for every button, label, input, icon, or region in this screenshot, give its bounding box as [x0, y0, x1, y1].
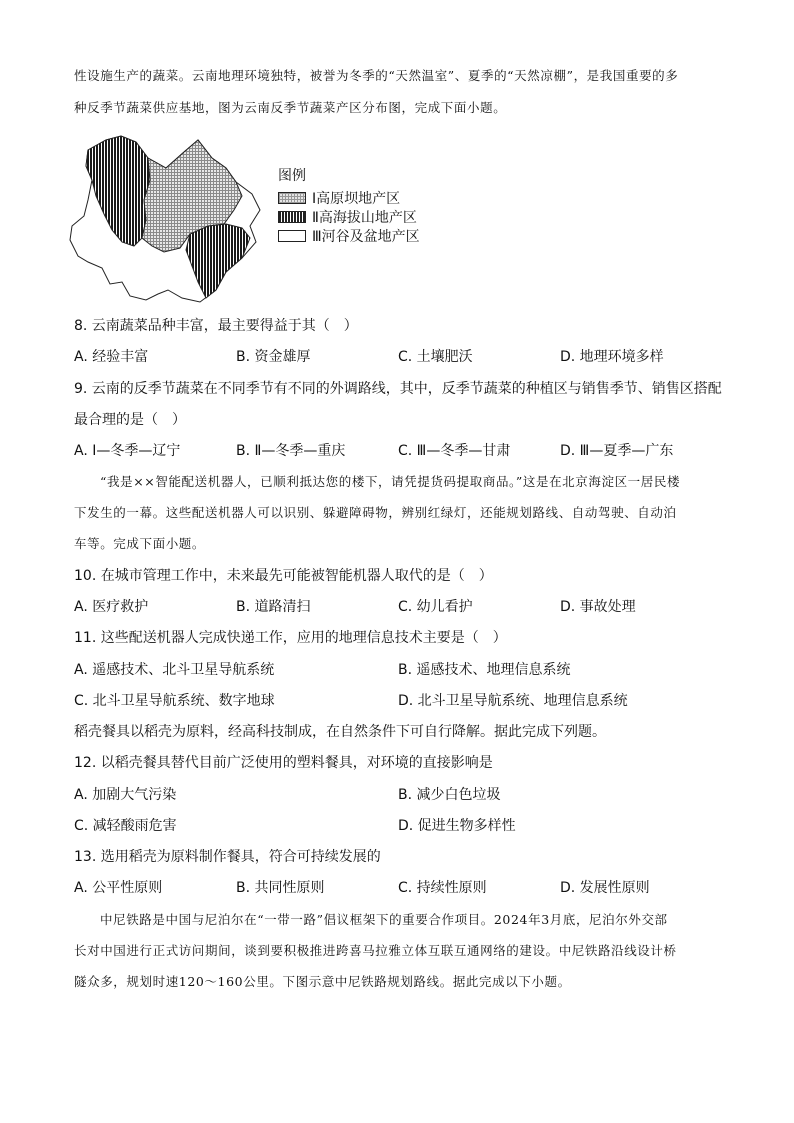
- q13-option-c: C. 持续性原则: [398, 880, 487, 896]
- legend-swatch-blank: [278, 230, 306, 242]
- map-legend: [278, 166, 420, 245]
- q8-option-c: C. 土壤肥沃: [398, 349, 473, 365]
- q9-option-a: A. Ⅰ—冬季—辽宁: [74, 443, 181, 459]
- question-12-stem: 12. 以稻壳餐具替代目前广泛使用的塑料餐具，对环境的直接影响是: [74, 755, 493, 771]
- q8-option-d: D. 地理环境多样: [560, 349, 664, 365]
- passage-2-line-1: “我是××智能配送机器人，已顺利抵达您的楼下，请凭提货码提取商品。”这是在北京海淀区一居民楼: [100, 474, 681, 489]
- question-8-stem: 8. 云南蔬菜品种丰富，最主要得益于其（ ）: [74, 318, 358, 334]
- q12-option-d: D. 促进生物多样性: [398, 818, 516, 834]
- q11-option-b: B. 遥感技术、地理信息系统: [398, 662, 571, 678]
- legend-title: 图例: [278, 168, 306, 184]
- intro-line-1: 性设施生产的蔬菜。云南地理环境独特，被誉为冬季的“天然温室”、夏季的“天然凉棚”，是我国重要的多: [74, 68, 679, 83]
- legend-swatch-striped: [278, 211, 306, 223]
- q10-option-b: B. 道路清扫: [236, 599, 311, 615]
- legend-label: Ⅰ高原坝地产区: [312, 190, 401, 207]
- q8-option-b: B. 资金雄厚: [236, 349, 311, 365]
- passage-4-line-3: 隧众多，规划时速120～160公里。下图示意中尼铁路规划路线。据此完成以下小题。: [74, 974, 571, 989]
- q13-option-a: A. 公平性原则: [74, 880, 163, 896]
- legend-swatch-grid: [278, 192, 306, 204]
- passage-2-line-2: 下发生的一幕。这些配送机器人可以识别、躲避障碍物，辨别红绿灯，还能规划路线、自动驾驶、自动泊: [74, 505, 677, 520]
- q11-option-a: A. 遥感技术、北斗卫星导航系统: [74, 662, 275, 678]
- q10-option-d: D. 事故处理: [560, 599, 636, 615]
- question-9-stem-line-1: 9. 云南的反季节蔬菜在不同季节有不同的外调路线，其中，反季节蔬菜的种植区与销售季节、销售区搭配: [74, 381, 722, 397]
- q9-option-c: C. Ⅲ—冬季—甘肃: [398, 443, 511, 459]
- q13-option-d: D. 发展性原则: [560, 880, 650, 896]
- question-10-stem: 10. 在城市管理工作中，未来最先可能被智能机器人取代的是（ ）: [74, 568, 493, 584]
- question-11-stem: 11. 这些配送机器人完成快递工作，应用的地理信息技术主要是（ ）: [74, 630, 507, 646]
- yunnan-vegetable-region-map: [66, 130, 266, 308]
- q13-option-b: B. 共同性原则: [236, 880, 325, 896]
- q8-option-a: A. 经验丰富: [74, 349, 149, 365]
- q12-option-a: A. 加剧大气污染: [74, 787, 177, 803]
- q11-option-c: C. 北斗卫星导航系统、数字地球: [74, 693, 275, 709]
- intro-line-2: 种反季节蔬菜供应基地，图为云南反季节蔬菜产区分布图，完成下面小题。: [74, 100, 507, 115]
- q12-option-b: B. 减少白色垃圾: [398, 787, 501, 803]
- q12-option-c: C. 减轻酸雨危害: [74, 818, 177, 834]
- passage-4-line-1: 中尼铁路是中国与尼泊尔在“一带一路”倡议框架下的重要合作项目。2024年3月底，尼泊尔外交部: [100, 912, 668, 927]
- q11-option-d: D. 北斗卫星导航系统、地理信息系统: [398, 693, 628, 709]
- question-13-stem: 13. 选用稻壳为原料制作餐具，符合可持续发展的: [74, 849, 381, 865]
- legend-item-valley: [278, 226, 420, 245]
- legend-label: Ⅲ河谷及盆地产区: [312, 228, 420, 245]
- legend-item-plateau: [278, 188, 420, 207]
- q10-option-c: C. 幼儿看护: [398, 599, 473, 615]
- legend-label: Ⅱ高海拔山地产区: [312, 209, 417, 226]
- passage-3-line-1: 稻壳餐具以稻壳为原料，经高科技制成，在自然条件下可自行降解。据此完成下列题。: [74, 724, 606, 740]
- q9-option-d: D. Ⅲ—夏季—广东: [560, 443, 674, 459]
- question-9-stem-line-2: 最合理的是（ ）: [74, 412, 186, 428]
- q9-option-b: B. Ⅱ—冬季—重庆: [236, 443, 346, 459]
- passage-2-line-3: 车等。完成下面小题。: [74, 536, 206, 551]
- legend-item-mountain: [278, 207, 420, 226]
- q10-option-a: A. 医疗救护: [74, 599, 149, 615]
- passage-4-line-2: 长对中国进行正式访问期间，谈到要积极推进跨喜马拉雅立体互联互通网络的建设。中尼铁路沿线设计桥: [74, 943, 677, 958]
